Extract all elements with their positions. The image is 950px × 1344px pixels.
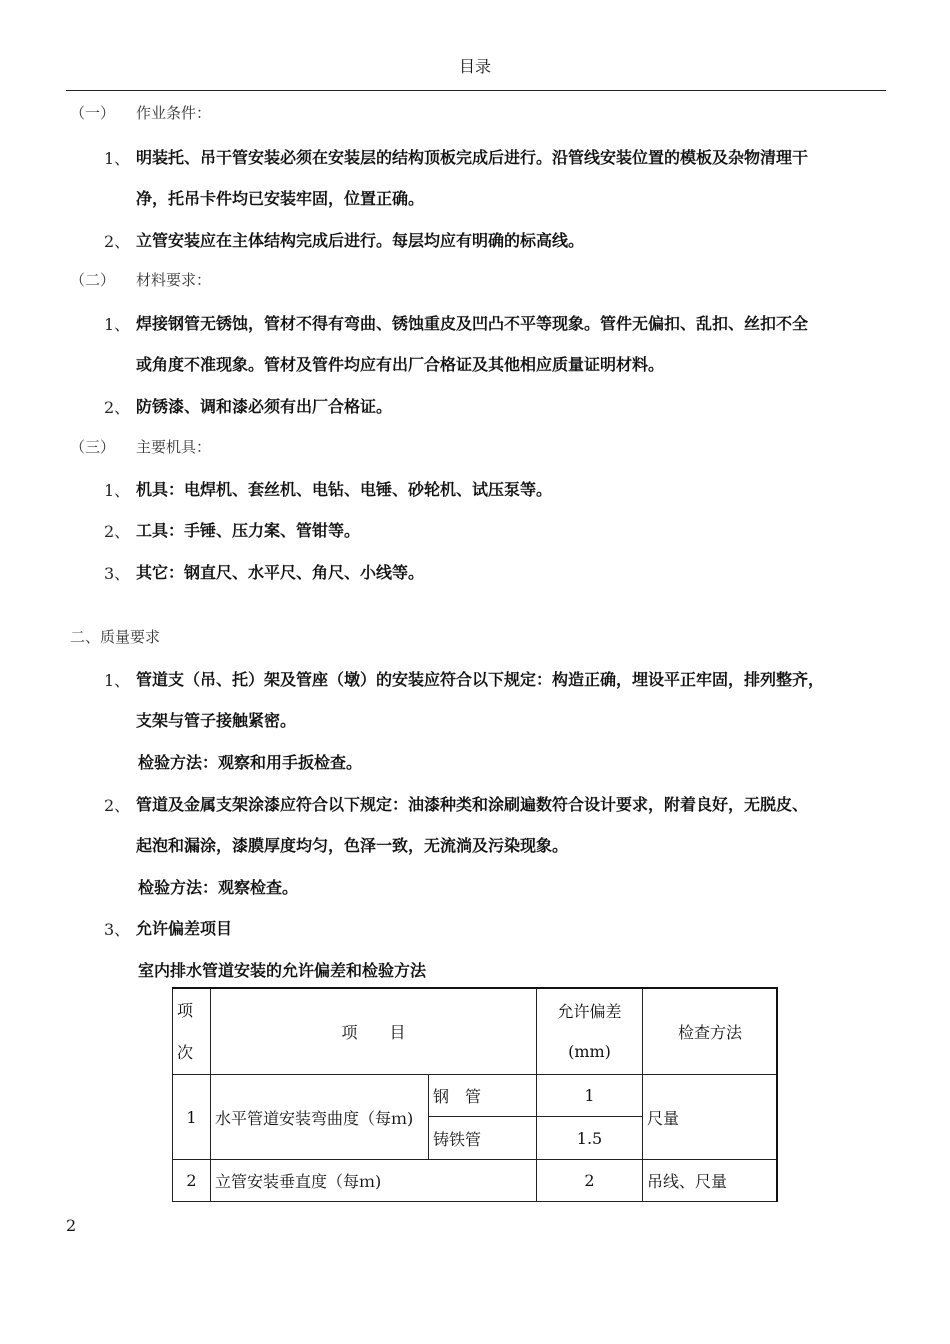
q-item1-num: 1、 (104, 671, 131, 690)
section-2-marker: （二） (70, 271, 116, 289)
row1-val1: 1 (537, 1075, 643, 1117)
header-deviation-top: 允许偏差 (557, 1001, 622, 1021)
table-caption: 室内排水管道安装的允许偏差和检验方法 (138, 961, 427, 980)
table-border-top (172, 987, 778, 989)
header-method: 检查方法 (643, 989, 778, 1075)
row1-method: 尺量 (643, 1075, 778, 1160)
q-item1-line1: 管道支（吊、托）架及管座（墩）的安装应符合以下规定：构造正确，埋设平正牢固，排列整齐， (136, 670, 825, 689)
section-1-marker: （一） (70, 104, 116, 122)
table-header-row (173, 989, 778, 1075)
q-item3-num: 3、 (104, 920, 131, 939)
s1-item2-num: 2、 (104, 232, 131, 251)
s2-item2-line1: 防锈漆、调和漆必须有出厂合格证。 (136, 397, 393, 416)
row2-method: 吊线、尺量 (643, 1160, 778, 1202)
row1-item: 水平管道安装弯曲度（每ｍ) (211, 1075, 429, 1160)
s2-item1-num: 1、 (104, 315, 131, 334)
page-header-title: 目录 (458, 57, 491, 76)
s3-item3-line1: 其它：钢直尺、水平尺、角尺、小线等。 (136, 563, 425, 582)
quality-title: 二、质量要求 (70, 628, 161, 646)
deviation-table (172, 988, 778, 1202)
q-item2-line2: 起泡和漏涂，漆膜厚度均匀，色泽一致，无流淌及污染现象。 (136, 836, 569, 855)
page-number: 2 (66, 1216, 77, 1235)
s1-item1-line1: 明装托、吊干管安装必须在安装层的结构顶板完成后进行。沿管线安装位置的模板及杂物清理干 (136, 148, 809, 167)
s2-item1-line1: 焊接钢管无锈蚀，管材不得有弯曲、锈蚀重皮及凹凸不平等现象。管件无偏扣、乱扣、丝扣不全 (136, 314, 809, 333)
s3-item1-num: 1、 (104, 481, 131, 500)
header-deviation-unit: (mm) (568, 1041, 611, 1061)
q-item2-num: 2、 (104, 796, 131, 815)
row1-no: 1 (173, 1075, 211, 1160)
s1-item1-num: 1、 (104, 149, 131, 168)
table-row (173, 1160, 778, 1202)
section-3-marker: （三） (70, 438, 116, 456)
section-1-title: 作业条件： (136, 104, 212, 122)
q-item2-line1: 管道及金属支架涂漆应符合以下规定：油漆种类和涂刷遍数符合设计要求，附着良好，无脱皮、 (136, 795, 809, 814)
header-no (173, 989, 211, 1075)
row2-item: 立管安装垂直度（每ｍ) (211, 1160, 537, 1202)
table-border-right (776, 987, 778, 1202)
s2-item2-num: 2、 (104, 398, 131, 417)
q-item1-line2: 支架与管子接触紧密。 (136, 711, 297, 730)
s3-item2-line1: 工具：手锤、压力案、管钳等。 (136, 521, 361, 540)
header-rule (66, 90, 886, 91)
row1-sub1: 钢 管 (429, 1075, 537, 1117)
section-2-title: 材料要求： (136, 271, 212, 289)
row1-sub2: 铸铁管 (429, 1117, 537, 1160)
s3-item1-line1: 机具：电焊机、套丝机、电钻、电锤、砂轮机、试压泵等。 (136, 480, 553, 499)
row2-val: 2 (537, 1160, 643, 1202)
header-no-bottom: 次 (177, 1042, 194, 1062)
s1-item1-line2: 净，托吊卡件均已安装牢固，位置正确。 (136, 189, 425, 208)
s1-item2-line1: 立管安装应在主体结构完成后进行。每层均应有明确的标高线。 (136, 231, 585, 250)
header-no-top: 项 (177, 1000, 194, 1020)
header-deviation (537, 989, 643, 1075)
q-item1-method: 检验方法：观察和用手扳检查。 (138, 753, 363, 772)
s3-item3-num: 3、 (104, 564, 131, 583)
q-item3-line1: 允许偏差项目 (136, 919, 233, 938)
q-item2-method: 检验方法：观察检查。 (138, 878, 299, 897)
row2-no: 2 (173, 1160, 211, 1202)
header-item: 项 目 (211, 989, 537, 1075)
row1-val2: 1.5 (537, 1117, 643, 1160)
section-3-title: 主要机具： (136, 438, 212, 456)
s2-item1-line2: 或角度不准现象。管材及管件均应有出厂合格证及其他相应质量证明材料。 (136, 355, 665, 374)
table-row (173, 1075, 778, 1117)
s3-item2-num: 2、 (104, 522, 131, 541)
